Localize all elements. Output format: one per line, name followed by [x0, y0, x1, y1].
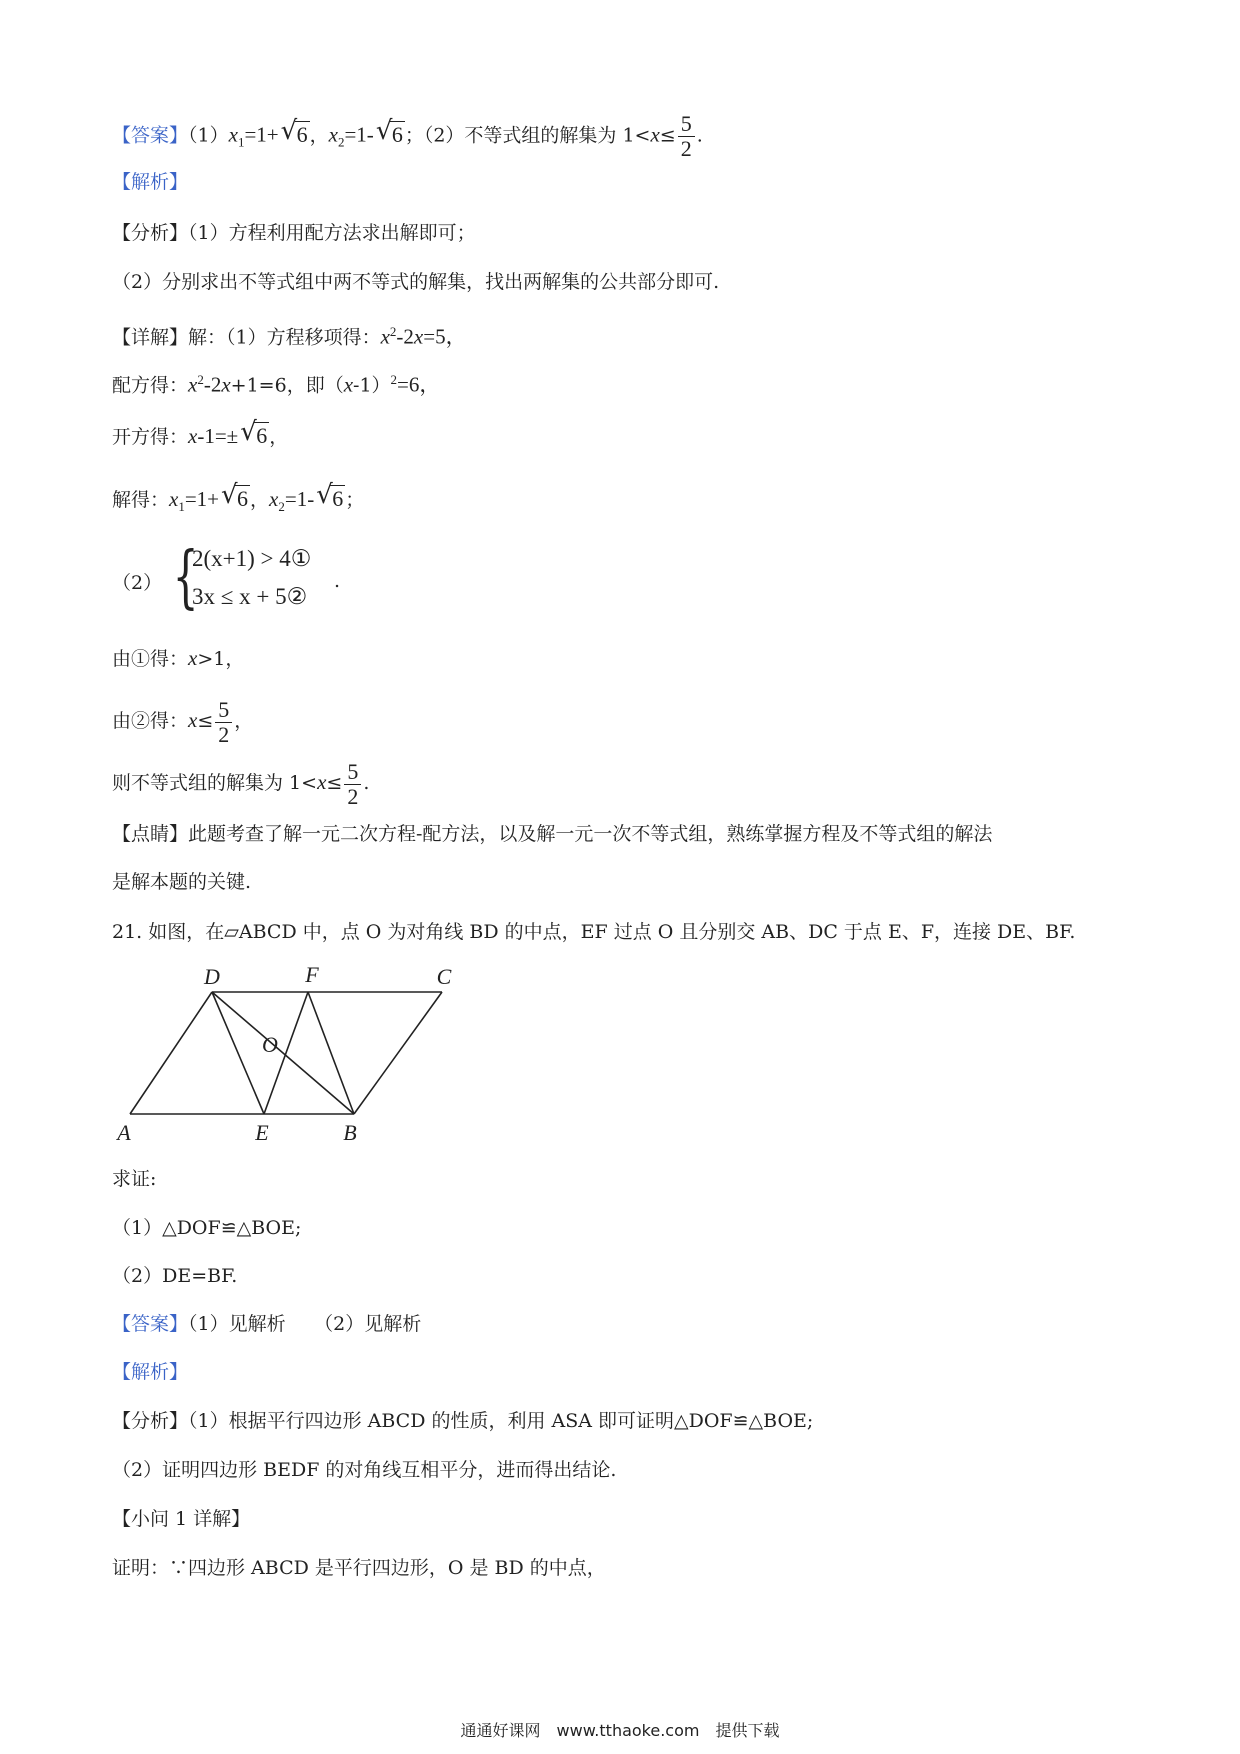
detail-line-4: 解得：$x_1=1+$ √ 6 ，$x_2=1-$ √ 6 ； [112, 480, 365, 514]
dianjing-line-1: 【点睛】此题考查了解一元二次方程-配方法，以及解一元一次不等式组，熟练掌握方程及不等式组的解法 [112, 823, 993, 845]
question-21-stem: 21. 如图，在▱ABCD 中，点 O 为对角线 BD 的中点，EF 过点 O 且分别交 AB、DC 于点 E、F，连接 DE、BF. [112, 921, 1076, 943]
answer-tag: 【答案】 [112, 124, 189, 147]
left-brace: { [172, 538, 199, 617]
dianjing-line-2: 是解本题的关键. [112, 871, 252, 893]
label-D: D [204, 964, 220, 989]
fenxi-21-line-2: （2）证明四边形 BEDF 的对角线互相平分，进而得出结论. [112, 1459, 617, 1481]
sqrt-6: √ 6 [375, 115, 403, 147]
analysis-heading: 【解析】 [112, 1361, 189, 1383]
label-E: E [255, 1120, 269, 1145]
label-A: A [117, 1120, 131, 1145]
detail-line-6: 由②得：x≤ $\frac{5}{2}$ ， [112, 696, 254, 747]
fraction-5-2: $\frac{5}{2}$ [344, 760, 361, 809]
system-row-1: 2(x+1) > 4① [192, 546, 312, 571]
page-footer: 通通好课网 www.tthaoke.com 提供下载 [460, 1721, 780, 1740]
detail-line-3: 开方得：x-1=± √ 6 ， [112, 422, 288, 451]
system-row-2: 3x ≤ x + 5② [192, 584, 308, 609]
answer-tag: 【答案】 [112, 1313, 189, 1335]
fraction-5-2: $\frac{5}{2}$ [215, 698, 232, 747]
sqrt-6: √ 6 [280, 115, 308, 147]
segment-DE [212, 992, 264, 1114]
analysis-heading: 【解析】 [112, 171, 189, 193]
segment-BF [308, 992, 354, 1114]
subquestion-1-heading: 【小问 1 详解】 [112, 1508, 251, 1530]
fraction-5-2: $\frac{5}{2}$ [678, 112, 695, 161]
sqrt-6: √ 6 [240, 417, 268, 448]
sqrt-6: √ 6 [316, 480, 344, 511]
fenxi-21-line-1: 【分析】（1）根据平行四边形 ABCD 的性质，利用 ASA 即可证明△DOF≌△BOE; [112, 1410, 814, 1432]
label-C: C [436, 964, 452, 989]
prove-heading: 求证: [112, 1168, 157, 1190]
detail-line-7: 则不等式组的解集为 1<x≤ $\frac{5}{2}$ . [112, 758, 370, 809]
segment-BC [354, 992, 442, 1114]
sqrt-6: √ 6 [221, 480, 249, 511]
proof-line-1: 证明：∵四边形 ABCD 是平行四边形，O 是 BD 的中点， [112, 1557, 606, 1579]
fenxi-line-2: （2）分别求出不等式组中两不等式的解集，找出两解集的公共部分即可. [112, 271, 720, 293]
inequality-system: （2） { 2(x+1) > 4① 3x ≤ x + 5② . [112, 538, 341, 617]
detail-line-2: 配方得：$x^2-2x+1=6$，即$(x-1)^2=6$， [112, 372, 441, 397]
prove-item-1: （1）△DOF≌△BOE; [112, 1217, 302, 1239]
answer-line-20: 【答案】$(1)x_1=1+$ √ 6 ，$x_2=1-$ √ 6 ；（2）不等式组的解集为 1<x≤ $\frac{5}{2}$ . [112, 111, 703, 161]
prove-item-2: （2）DE=BF. [112, 1265, 238, 1287]
answer-line-21: 【答案】（1）见解析 （2）见解析 [112, 1313, 422, 1335]
label-O: O [262, 1032, 278, 1057]
segment-AD [130, 992, 212, 1114]
fenxi-line-1: 【分析】（1）方程利用配方法求出解即可； [112, 222, 476, 244]
diagonal-BD [212, 992, 354, 1114]
label-F: F [305, 962, 319, 987]
parallelogram-figure [112, 958, 472, 1148]
detail-line-5: 由①得：x>1， [112, 646, 245, 670]
detail-line-1: 【详解】解：（1）方程移项得：$x^2-2x=5$， [112, 324, 467, 349]
label-B: B [343, 1120, 357, 1145]
